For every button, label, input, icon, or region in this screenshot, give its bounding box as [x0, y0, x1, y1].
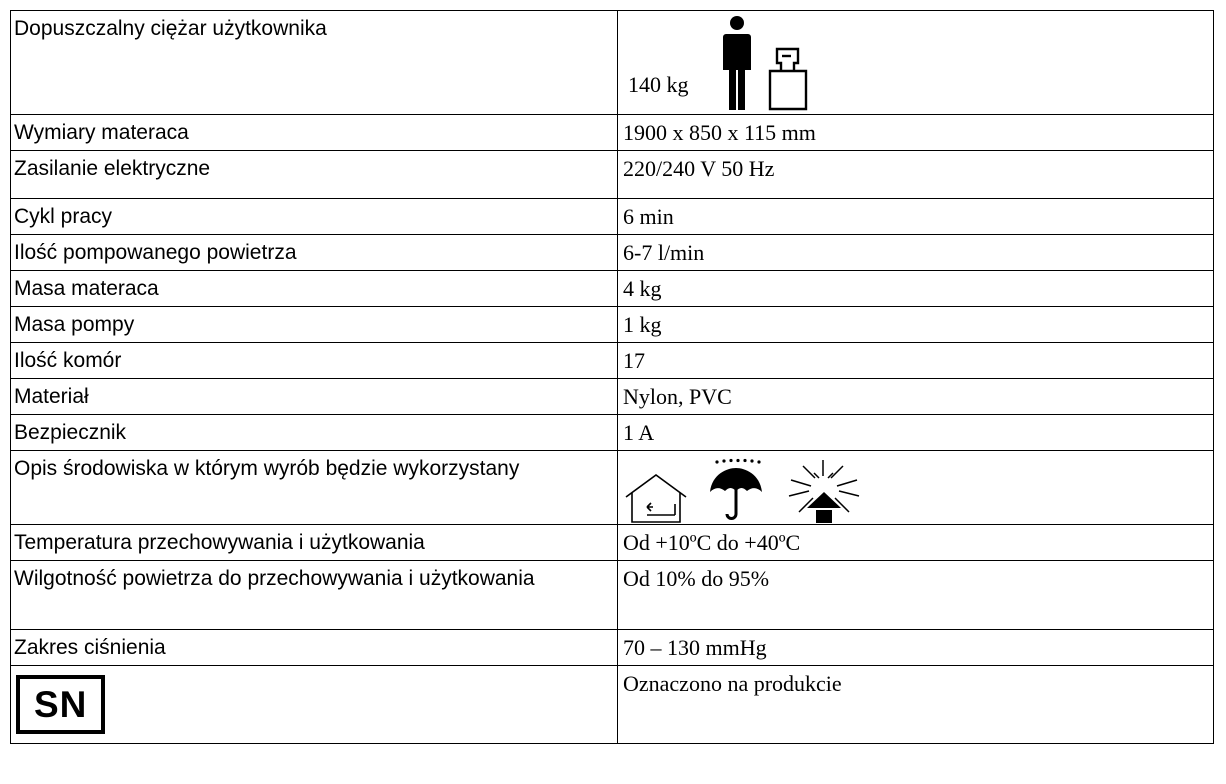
value-cell — [618, 630, 1214, 666]
row-value: Nylon, PVC — [623, 384, 732, 409]
label-cell — [11, 235, 618, 271]
table-row — [11, 235, 1214, 271]
value-cell — [618, 666, 1214, 744]
row-label: Cykl pracy — [14, 205, 113, 228]
table-row — [11, 561, 1214, 630]
row-label: Wymiary materaca — [14, 121, 189, 144]
value-cell — [618, 525, 1214, 561]
label-cell — [11, 11, 618, 115]
row-value: Od 10% do 95% — [623, 566, 770, 591]
table-row — [11, 343, 1214, 379]
row-value: 220/240 V 50 Hz — [623, 156, 775, 181]
row-value: 17 — [623, 348, 645, 373]
row-value: 1900 x 850 x 115 mm — [623, 120, 816, 145]
specification-table — [10, 10, 1214, 744]
label-cell — [11, 525, 618, 561]
table-row — [11, 307, 1214, 343]
value-cell — [618, 11, 1214, 115]
row-value: Od +10ºC do +40ºC — [623, 530, 801, 555]
value-cell — [618, 415, 1214, 451]
table-row — [11, 451, 1214, 525]
value-cell — [618, 379, 1214, 415]
label-cell — [11, 115, 618, 151]
row-label: Ilość komór — [14, 349, 122, 372]
label-cell — [11, 343, 618, 379]
label-cell — [11, 271, 618, 307]
environment-icons — [623, 452, 1209, 524]
value-cell — [618, 115, 1214, 151]
table-row — [11, 199, 1214, 235]
label-cell — [11, 379, 618, 415]
row-label: Zakres ciśnienia — [14, 636, 166, 659]
row-label: Masa materaca — [14, 277, 159, 300]
label-cell — [11, 307, 618, 343]
row-value: 6 min — [623, 204, 674, 229]
row-value: Oznaczono na produkcie — [623, 671, 842, 696]
row-label: Ilość pompowanego powietrza — [14, 241, 297, 264]
table-row — [11, 630, 1214, 666]
row-value: 1 A — [623, 420, 655, 445]
value-cell — [618, 235, 1214, 271]
table-row — [11, 379, 1214, 415]
value-cell — [618, 151, 1214, 199]
row-label: Masa pompy — [14, 313, 135, 336]
value-cell — [618, 451, 1214, 525]
person-weight-icon — [720, 15, 810, 113]
table-row — [11, 115, 1214, 151]
weight-icon — [770, 49, 806, 109]
keep-dry-umbrella-icon — [707, 458, 765, 524]
value-cell — [618, 561, 1214, 630]
value-cell — [618, 343, 1214, 379]
value-cell — [618, 199, 1214, 235]
row-label: Dopuszczalny ciężar użytkownika — [14, 17, 327, 40]
label-cell — [11, 199, 618, 235]
label-cell — [11, 666, 618, 744]
label-cell — [11, 151, 618, 199]
label-cell — [11, 415, 618, 451]
row-label: Materiał — [14, 385, 89, 408]
row-label: Opis środowiska w którym wyrób będzie wykorzystany — [14, 457, 520, 480]
row-value: 4 kg — [623, 276, 662, 301]
table-row — [11, 271, 1214, 307]
table-row — [11, 151, 1214, 199]
row-label: Wilgotność powietrza do przechowywania i użytkowania — [14, 567, 535, 590]
serial-number-symbol: SN — [16, 675, 105, 734]
value-cell — [618, 307, 1214, 343]
max-weight-value: 140 kg — [628, 72, 689, 97]
label-cell — [11, 561, 618, 630]
table-row — [11, 415, 1214, 451]
row-value: 1 kg — [623, 312, 662, 337]
row-label: Bezpiecznik — [14, 421, 127, 444]
indoor-use-icon — [623, 472, 689, 524]
person-icon — [723, 16, 751, 110]
table-row — [11, 11, 1214, 115]
row-value: 6-7 l/min — [623, 240, 705, 265]
row-value: 70 – 130 mmHg — [623, 635, 767, 660]
value-cell — [618, 271, 1214, 307]
label-cell — [11, 451, 618, 525]
table-row — [11, 525, 1214, 561]
row-label: Temperatura przechowywania i użytkowania — [14, 531, 425, 554]
keep-away-from-sunlight-icon — [783, 458, 867, 524]
table-row — [11, 666, 1214, 744]
label-cell — [11, 630, 618, 666]
row-label: Zasilanie elektryczne — [14, 157, 211, 180]
